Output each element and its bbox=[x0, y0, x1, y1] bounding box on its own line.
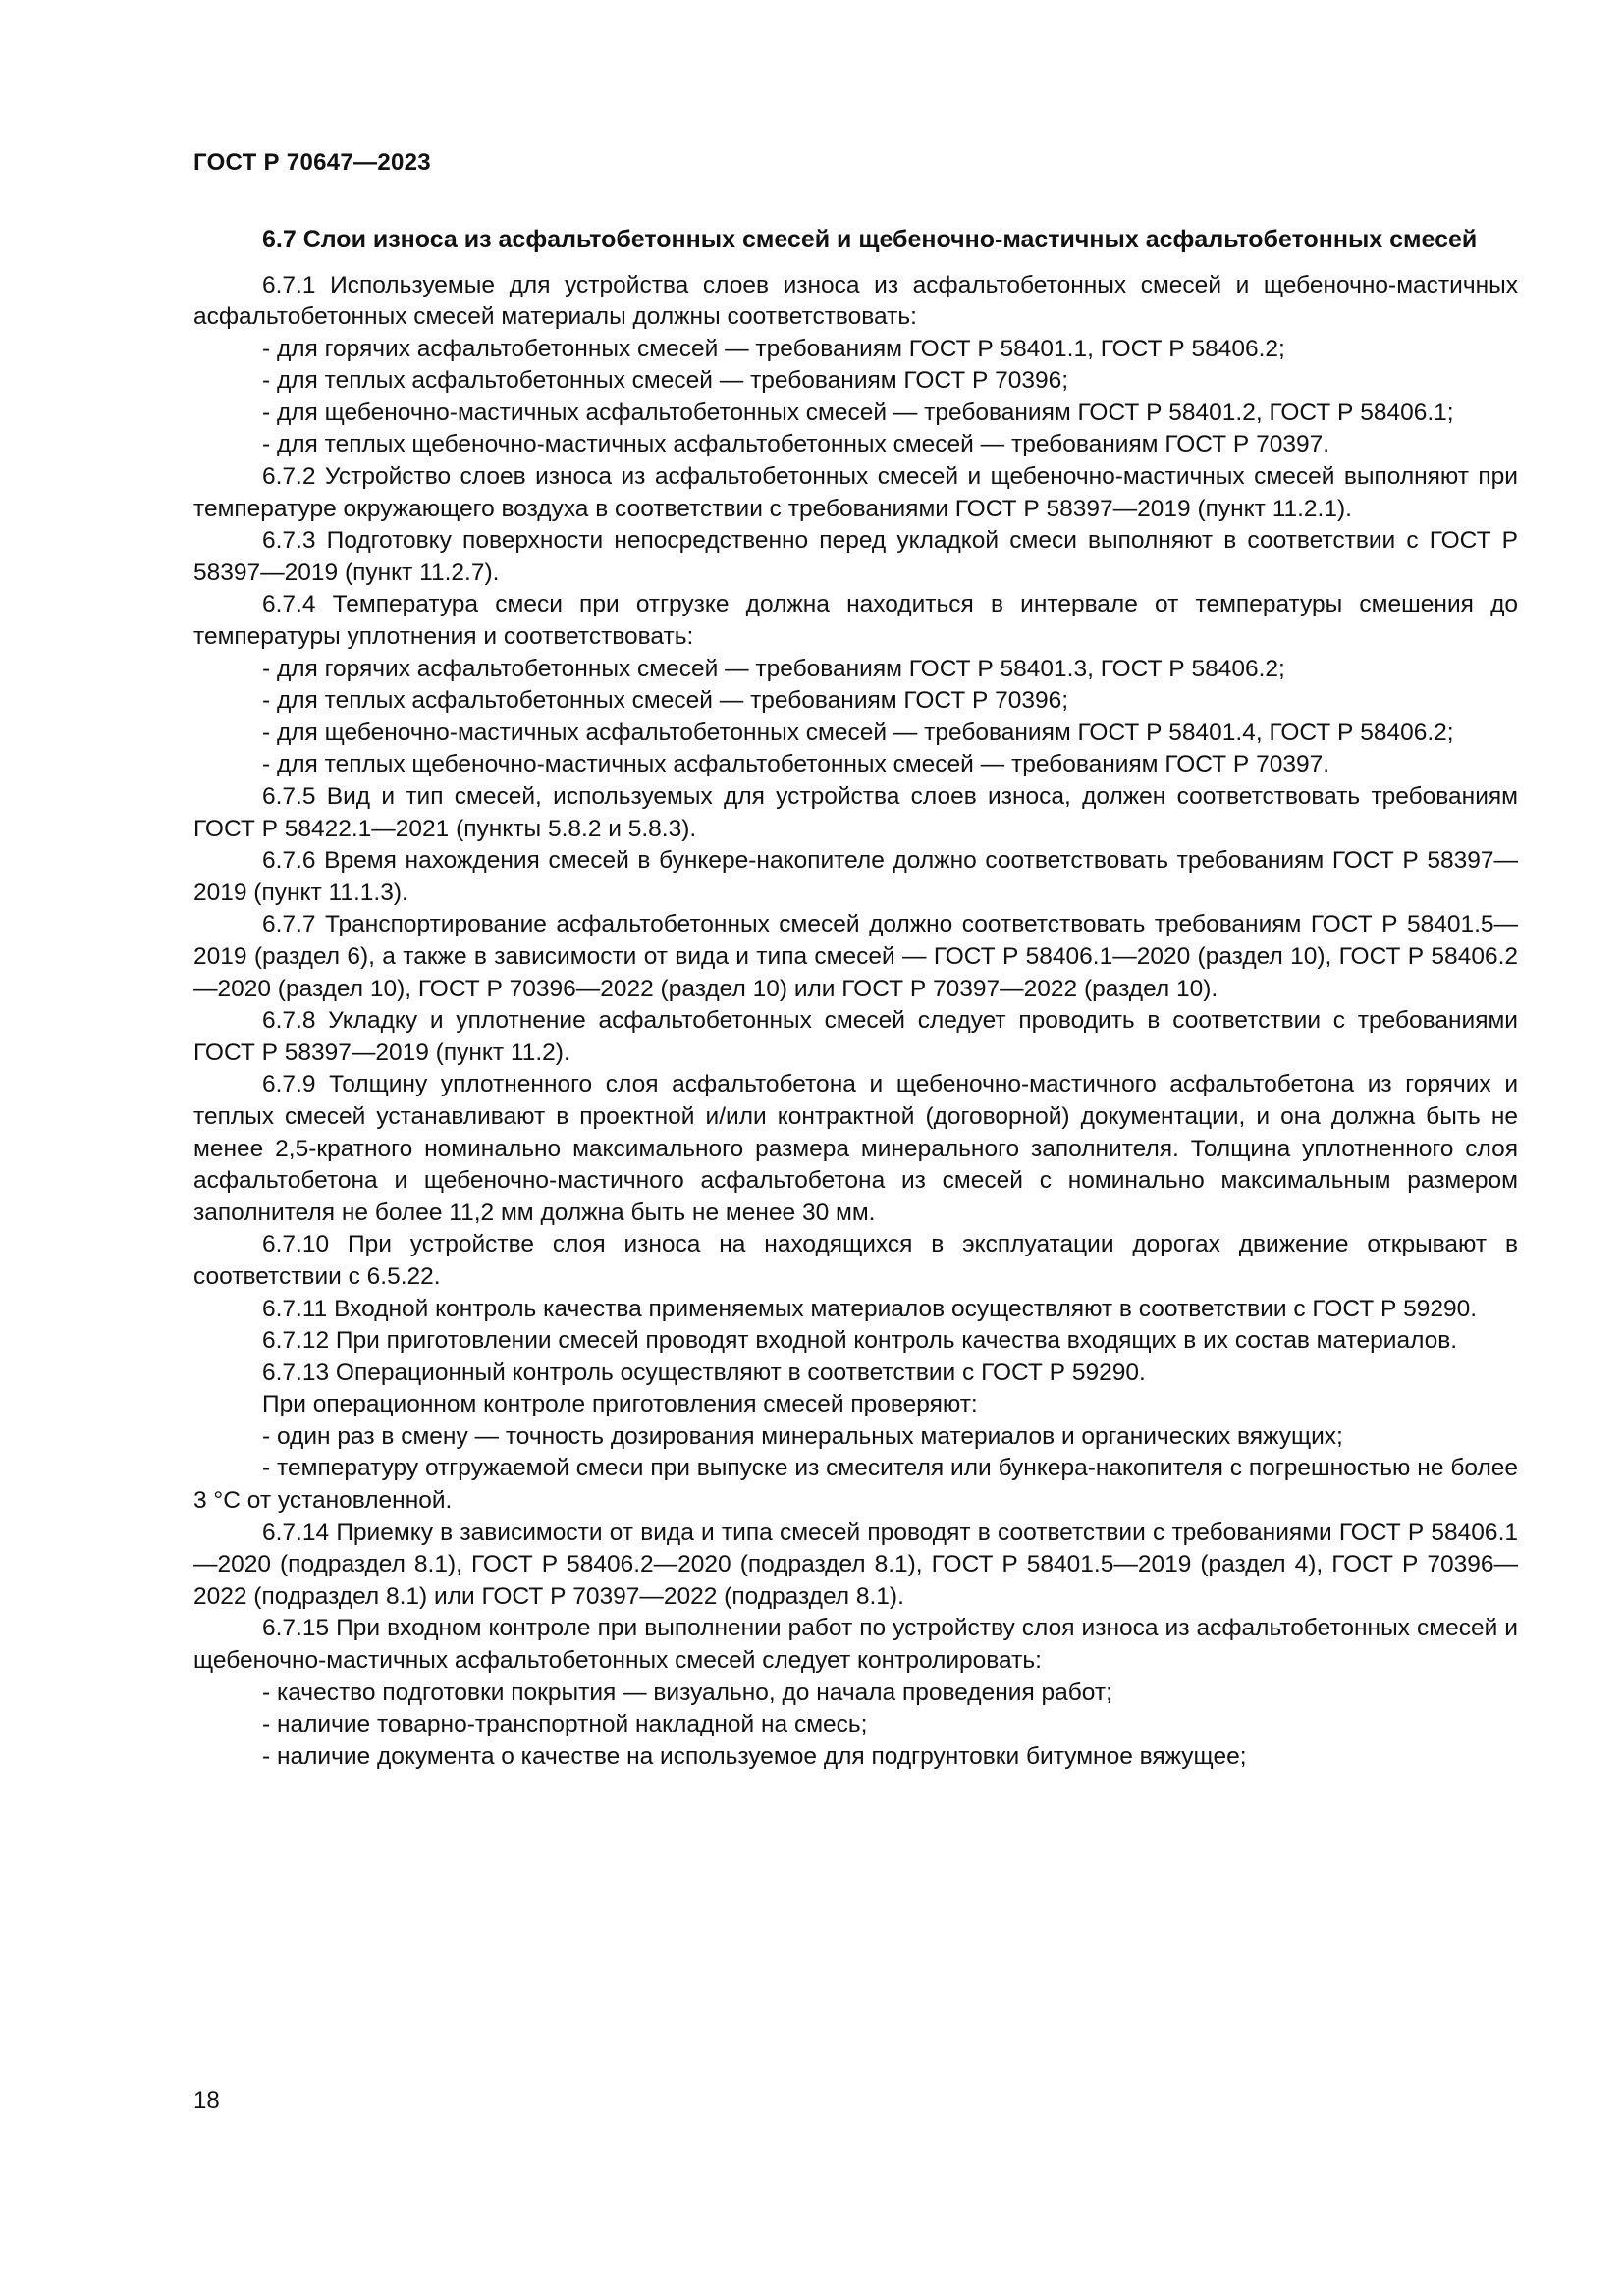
list-item: - один раз в смену — точность дозирования минеральных материалов и органических вяжущих; bbox=[262, 1422, 1343, 1450]
paragraph: 6.7.15 При входном контроле при выполнении работ по устройству слоя износа из асфальтобетонных смесей и щебеночно-мастичных асфальтобетонных смесей следует контролировать: bbox=[193, 1615, 1518, 1675]
list-item: - наличие документа о качестве на используемое для подгрунтовки битумное вяжущее; bbox=[262, 1742, 1247, 1770]
paragraph: 6.7.9 Толщину уплотненного слоя асфальтобетона и щебеночно-мастичного асфальтобетона из горячих и теплых смесей устанавливают в проектной и/или контрактной (договорной) документации, и она должна быть не менее 2,5-кратного номинально максимального размера минерального заполнителя. Толщина уплотненного слоя асфальтобетона и щебеночно-мастичного асфальтобетона из смесей с номинально максимальным размером заполнителя не более 11,2 мм должна быть не менее 30 мм. bbox=[193, 1071, 1518, 1226]
paragraph: 6.7.4 Температура смеси при отгрузке должна находиться в интервале от температуры смешения до температуры уплотнения и соответствовать: bbox=[193, 591, 1518, 651]
list-item: - для теплых щебеночно-мастичных асфальтобетонных смесей — требованиям ГОСТ Р 70397. bbox=[262, 431, 1330, 458]
paragraph: 6.7.6 Время нахождения смесей в бункере-накопителе должно соответствовать требованиям ГОСТ Р 58397—2019 (пункт 11.1.3). bbox=[193, 847, 1518, 906]
paragraph: 6.7.10 При устройстве слоя износа на находящихся в эксплуатации дорогах движение открывают в соответствии с 6.5.22. bbox=[193, 1231, 1518, 1290]
list-item: - для горячих асфальтобетонных смесей — требованиям ГОСТ Р 58401.3, ГОСТ Р 58406.2; bbox=[262, 655, 1285, 682]
paragraph: 6.7.11 Входной контроль качества применяемых материалов осуществляют в соответствии с ГОСТ Р 59290. bbox=[262, 1295, 1478, 1322]
paragraph: 6.7.1 Используемые для устройства слоев износа из асфальтобетонных смесей и щебеночно-мастичных асфальтобетонных смесей материалы должны соответствовать: bbox=[193, 271, 1518, 331]
list-item: - температуру отгружаемой смеси при выпуске из смесителя или бункера-накопителя с погрешностью не более 3 °С от установленной. bbox=[193, 1455, 1518, 1515]
paragraph: 6.7.5 Вид и тип смесей, используемых для устройства слоев износа, должен соответствовать требованиям ГОСТ Р 58422.1—2021 (пункты 5.8.2 и 5.8.3). bbox=[193, 783, 1518, 842]
list-item: - для теплых асфальтобетонных смесей — требованиям ГОСТ Р 70396; bbox=[262, 687, 1069, 715]
list-item: - для щебеночно-мастичных асфальтобетонных смесей — требованиям ГОСТ Р 58401.4, ГОСТ Р 58406.2; bbox=[262, 719, 1454, 746]
paragraph: 6.7.3 Подготовку поверхности непосредственно перед укладкой смеси выполняют в соответствии с ГОСТ Р 58397—2019 (пункт 11.2.7). bbox=[193, 527, 1518, 586]
list-item: - наличие товарно-транспортной накладной на смесь; bbox=[262, 1711, 868, 1738]
list-item: - для теплых асфальтобетонных смесей — требованиям ГОСТ Р 70396; bbox=[262, 367, 1069, 395]
paragraph: 6.7.8 Укладку и уплотнение асфальтобетонных смесей следует проводить в соответствии с требованиями ГОСТ Р 58397—2019 (пункт 11.2). bbox=[193, 1007, 1518, 1066]
section-title: 6.7 Слои износа из асфальтобетонных смесей и щебеночно-мастичных асфальтобетонных смесей bbox=[262, 226, 1478, 253]
paragraph: 6.7.7 Транспортирование асфальтобетонных смесей должно соответствовать требованиям ГОСТ Р 58401.5—2019 (раздел 6), а также в зависимости от вида и типа смесей — ГОСТ Р 58406.1—2020 (раздел 10), ГОСТ Р 58406.2—2020 (раздел 10), ГОСТ Р 70396—2022 (раздел 10) или ГОСТ Р 70397—2022 (раздел 10). bbox=[193, 911, 1518, 1002]
paragraph: 6.7.14 Приемку в зависимости от вида и типа смесей проводят в соответствии с требованиями ГОСТ Р 58406.1—2020 (подраздел 8.1), ГОСТ Р 58406.2—2020 (подраздел 8.1), ГОСТ Р 58401.5—2019 (раздел 4), ГОСТ Р 70396—2022 (подраздел 8.1) или ГОСТ Р 70397—2022 (подраздел 8.1). bbox=[193, 1519, 1518, 1610]
list-item: - качество подготовки покрытия — визуально, до начала проведения работ; bbox=[262, 1679, 1112, 1706]
list-item: - для щебеночно-мастичных асфальтобетонных смесей — требованиям ГОСТ Р 58401.2, ГОСТ Р 58406.1; bbox=[262, 399, 1454, 426]
paragraph: 6.7.13 Операционный контроль осуществляют в соответствии с ГОСТ Р 59290. bbox=[262, 1359, 1146, 1386]
document-header: ГОСТ Р 70647—2023 bbox=[193, 149, 431, 176]
list-item: - для горячих асфальтобетонных смесей — требованиям ГОСТ Р 58401.1, ГОСТ Р 58406.2; bbox=[262, 335, 1285, 362]
page-number: 18 bbox=[193, 2087, 220, 2113]
document-body bbox=[193, 224, 1518, 1773]
paragraph: При операционном контроле приготовления смесей проверяют: bbox=[262, 1391, 978, 1418]
list-item: - для теплых щебеночно-мастичных асфальтобетонных смесей — требованиям ГОСТ Р 70397. bbox=[262, 751, 1330, 778]
paragraph: 6.7.12 При приготовлении смесей проводят входной контроль качества входящих в их состав материалов. bbox=[262, 1327, 1458, 1355]
paragraph: 6.7.2 Устройство слоев износа из асфальтобетонных смесей и щебеночно-мастичных смесей выполняют при температуре окружающего воздуха в соответствии с требованиями ГОСТ Р 58397—2019 (пункт 11.2.1). bbox=[193, 463, 1518, 522]
